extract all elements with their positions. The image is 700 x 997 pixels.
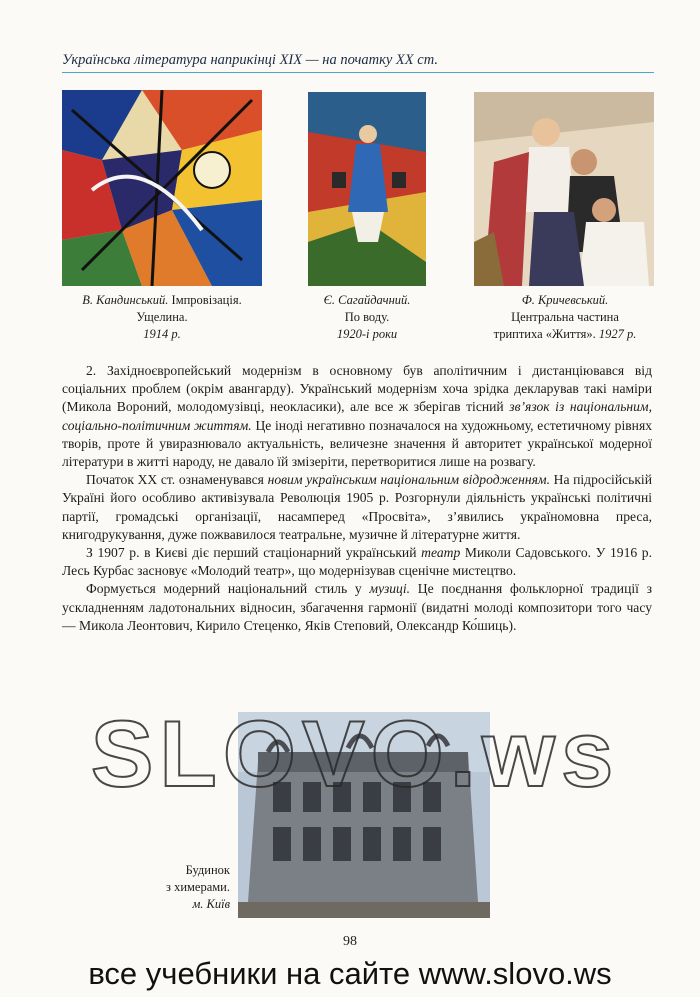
caption-title: Імпровізація. [171,293,242,307]
photo-caption [140,862,230,913]
emphasis-text: музиці. [369,581,411,597]
caption-sahaidachny [290,292,444,343]
footer-banner: все учебники на сайте www.slovo.ws [88,956,612,991]
caption-kandinsky [44,292,280,343]
caption-title: Центральна частина [511,310,619,324]
paragraph-text: 2. Західноєвропейський модернізм в основному був аполітичним і дистанціювався від соціальних проблем (окрім авангарду). Український модернізм хоча зрідка декларував такі наміри (Микола Вороний, молодомузівці, неокласики), але все ж зберігав тісний [62,363,652,415]
caption-year: 1927 р. [598,327,637,341]
emphasis-text: театр [421,545,461,561]
photo-caption-location: м. Київ [192,897,230,911]
painting-krychevsky-image [474,92,654,286]
running-header: Українська література наприкінці XIX — на початку XX ст. [62,52,654,73]
photo-caption-line: з химерами. [166,880,230,894]
paragraph-text: Початок XX ст. ознаменувався [86,472,268,488]
caption-author: Є. Сагайдачний. [323,293,411,307]
caption-author: Ф. Кричевський. [521,293,609,307]
caption-year: 1914 р. [143,327,181,341]
paragraph-text: На підросійській Україні його особливо активізувала Революція 1905 р. Розгорнули діяльність українські політичні партії, громадські організації, насамперед «Просвіта», з’явились україномовна преса, книгодрукування, дуже пожвавилося театральне, музичне й літературне життя. [62,472,652,542]
caption-title-continued: триптиха «Життя». [493,327,596,341]
emphasis-text: новим українським національним відродженням. [267,472,550,488]
caption-title: По воду. [344,310,390,324]
painting-sahaidachny-image [308,92,426,286]
paragraph-theatre [62,544,652,580]
paragraph-text: Це іноді негативно позначалося на художньому, естетичному рівнях творів, проте й увиразнювало актуальність, величезне значення й авторитет української модерної літератури в житті народу, не давало їй змізеріти, перетворитися лише на розвагу. [62,417,653,470]
emphasis-text: зв’язок із національним, соціально-політичним життям. [62,399,653,433]
caption-author: В. Кандинський. [82,293,169,307]
photo-caption-line: Будинок [185,863,230,877]
paragraph-revival [62,471,652,544]
paragraph-modernism [62,362,652,471]
paragraph-text: Це поєднання фольклорної традиції з ускладненням ладотональних відносин, збагачення гармонії (видатні молоді композитори того часу — Микола Леонтович, Кирило Стеценко, Яків Степовий, Олександр Ко́шиць). [62,581,653,633]
painting-kandinsky-image [62,90,262,286]
page-number: 98 [343,934,357,949]
paragraph-music [62,580,652,635]
caption-title-continued: Ущелина. [136,310,188,324]
paragraph-text: Формується модерний національний стиль у [86,581,370,597]
body-text [62,362,652,635]
caption-krychevsky [470,292,660,343]
watermark-logo: SLOVO.ws [90,701,620,806]
caption-year: 1920-і роки [336,327,398,341]
paragraph-text: З 1907 р. в Києві діє перший стаціонарний український [86,545,422,561]
paragraph-text: Миколи Садовського. У 1916 р. Лесь Курбас засновує «Молодий театр», що модернізував сценічне мистецтво. [62,545,653,579]
